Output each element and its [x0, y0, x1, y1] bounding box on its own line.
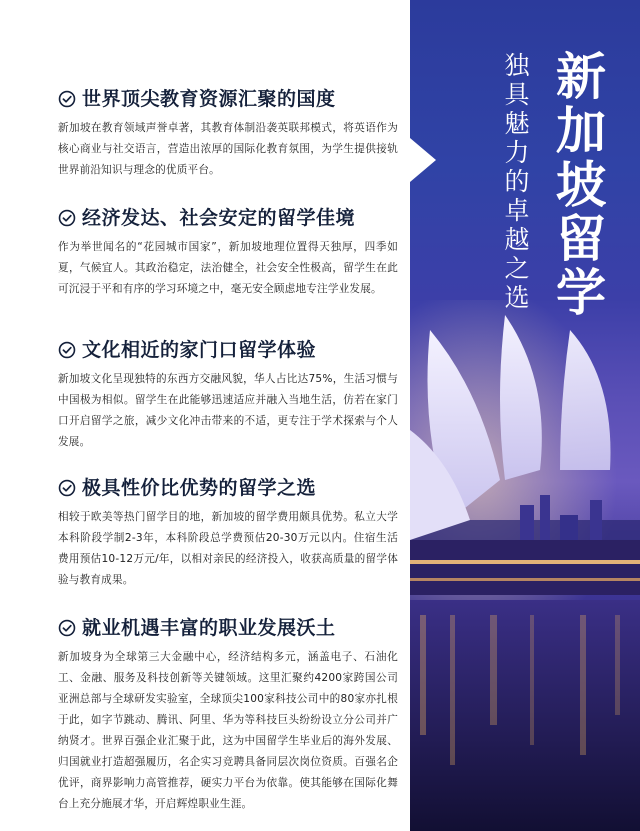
hero-image-panel: [410, 0, 640, 831]
section-body: 新加坡身为全球第三大金融中心，经济结构多元，涵盖电子、石油化工、金融、服务及科技创新等关键领域。这里汇聚约4200家跨国公司亚洲总部与全球研发实验室，全球顶尖100家科技公司中的80家亦扎根于此，如字节跳动、腾讯、阿里、华为等科技巨头纷纷设立分公司并广纳贤才。世界百强企业汇聚于此，这为中国留学生毕业后的海外发展、归国就业打造超强履历，名企实习竞聘具备同层次岗位资质。百强名企优评，商界影响力高管推荐，硬实力平台为依靠。使其能够在国际化舞台上充分施展才华，开启辉煌职业生涯。: [58, 651, 398, 810]
section-title: 极具性价比优势的留学之选: [82, 477, 317, 499]
section-education: [58, 86, 398, 181]
section-body: 新加坡在教育领域声誉卓著，其教育体制沿袭英联邦模式，将英语作为核心商业与社交语言，营造出浓厚的国际化教育氛围，为学生提供接轨世界前沿知识与理念的优质平台。: [58, 122, 398, 176]
banner-title: 新加坡留学: [548, 50, 606, 320]
section-title: 文化相近的家门口留学体验: [82, 339, 317, 361]
section-body: 新加坡文化呈现独特的东西方交融风貌，华人占比达75%，生活习惯与中国极为相似。留学生在此能够迅速适应并融入当地生活，仿若在家门口开启留学之旅，减少文化冲击带来的不适，更专注于学术探索与个人发展。: [58, 373, 398, 448]
banner-subtitle: 独具魅力的卓越之选: [501, 52, 530, 313]
section-title: 经济发达、社会安定的留学佳境: [82, 207, 356, 229]
section-cost: [58, 475, 398, 591]
section-heading: [58, 615, 398, 641]
section-economy: [58, 205, 398, 300]
section-career: [58, 615, 398, 815]
section-culture: [58, 337, 398, 453]
section-heading: [58, 475, 398, 501]
section-heading: [58, 86, 398, 112]
section-heading: [58, 337, 398, 363]
check-circle-icon: [58, 341, 76, 359]
section-heading: [58, 205, 398, 231]
panel-notch: [410, 138, 436, 182]
check-circle-icon: [58, 209, 76, 227]
check-circle-icon: [58, 479, 76, 497]
section-title: 世界顶尖教育资源汇聚的国度: [82, 88, 336, 110]
section-body: 相较于欧美等热门留学目的地，新加坡的留学费用颇具优势。私立大学本科阶段学制2-3年，本科阶段总学费预估20-30万元以内。住宿生活费用预估10-12万元/年，以相对亲民的经济投入，收获高质量的留学体验与教育成果。: [58, 511, 398, 586]
check-circle-icon: [58, 619, 76, 637]
section-body: 作为举世闻名的“花园城市国家”，新加坡地理位置得天独厚，四季如夏，气候宜人。其政治稳定，法治健全，社会安全性极高，留学生在此可沉浸于平和有序的学习环境之中，毫无安全顾虑地专注学业发展。: [58, 241, 398, 295]
check-circle-icon: [58, 90, 76, 108]
section-title: 就业机遇丰富的职业发展沃土: [82, 617, 336, 639]
